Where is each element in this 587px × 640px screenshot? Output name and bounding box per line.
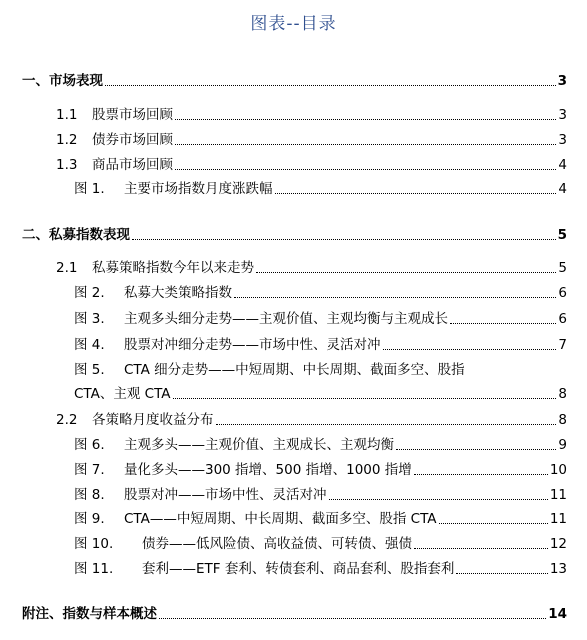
dot-leader (175, 169, 556, 170)
toc-figure-6[interactable] (74, 437, 567, 453)
toc-label: 一、市场表现 (22, 73, 103, 89)
figure-number: 图 1. (74, 181, 105, 197)
toc-figure-11[interactable] (74, 561, 567, 577)
toc-page: 13 (549, 561, 567, 577)
dot-leader (216, 424, 557, 425)
toc-label: 主观多头细分走势——主观价值、主观均衡与主观成长 (124, 311, 448, 327)
toc-label: 主观多头——主观价值、主观成长、主观均衡 (124, 437, 394, 453)
toc-figure-3[interactable] (74, 311, 567, 327)
dot-leader (173, 398, 557, 399)
toc-page: 7 (558, 337, 567, 353)
toc-label: 附注、指数与样本概述 (22, 606, 157, 622)
toc-label: 债券市场回顾 (92, 132, 173, 148)
toc-figure-10[interactable] (74, 536, 567, 552)
toc-figure-8[interactable] (74, 487, 567, 503)
toc-sub-2-2[interactable] (56, 412, 567, 428)
dot-leader (396, 449, 556, 450)
figure-number: 图 3. (74, 311, 105, 327)
page-title: 图表--目录 (250, 14, 337, 34)
toc-sub-1-1[interactable] (56, 107, 567, 123)
dot-leader (256, 272, 556, 273)
figure-number: 图 9. (74, 511, 105, 527)
toc-page: 3 (557, 73, 567, 89)
dot-leader (275, 193, 557, 194)
toc-label: 主要市场指数月度涨跌幅 (124, 181, 273, 197)
toc-label: CTA 细分走势——中短周期、中长周期、截面多空、股指 (124, 362, 465, 378)
toc-page: 4 (558, 157, 567, 173)
toc-label: 各策略月度收益分布 (92, 412, 214, 428)
dot-leader (132, 239, 556, 240)
toc-figure-5-line2[interactable] (74, 386, 567, 402)
dot-leader (175, 119, 556, 120)
dot-leader (414, 474, 548, 475)
toc-page: 3 (558, 132, 567, 148)
dot-leader (439, 523, 548, 524)
toc-label: CTA、主观 CTA (74, 386, 171, 402)
toc-section-1[interactable] (22, 73, 567, 89)
toc-figure-7[interactable] (74, 462, 567, 478)
figure-number: 图 11. (74, 561, 114, 577)
toc-label: 私募大类策略指数 (124, 285, 232, 301)
dot-leader (414, 548, 548, 549)
toc-label: 股票市场回顾 (92, 107, 173, 123)
dot-leader (456, 573, 547, 574)
toc-page: 12 (549, 536, 567, 552)
dot-leader (329, 499, 548, 500)
dot-leader (159, 618, 546, 619)
toc-number: 1.3 (56, 157, 78, 173)
toc-label: 二、私募指数表现 (22, 227, 130, 243)
toc-page: 9 (558, 437, 567, 453)
toc-page: 10 (549, 462, 567, 478)
figure-number: 图 4. (74, 337, 105, 353)
toc-number: 1.2 (56, 132, 78, 148)
figure-number: 图 10. (74, 536, 114, 552)
toc-page: 5 (557, 227, 567, 243)
toc-figure-1[interactable] (74, 181, 567, 197)
toc-sub-1-3[interactable] (56, 157, 567, 173)
figure-number: 图 7. (74, 462, 105, 478)
figure-number: 图 6. (74, 437, 105, 453)
toc-figure-5-line1[interactable] (74, 362, 465, 378)
dot-leader (105, 85, 556, 86)
toc-page: 11 (549, 511, 567, 527)
toc-page: 14 (548, 606, 567, 622)
toc-section-2[interactable] (22, 227, 567, 243)
toc-label: 量化多头——300 指增、500 指增、1000 指增 (124, 462, 412, 478)
dot-leader (175, 144, 556, 145)
dot-leader (234, 297, 556, 298)
figure-number: 图 2. (74, 285, 105, 301)
toc-page: 8 (558, 412, 567, 428)
toc-label: 债券——低风险债、高收益债、可转债、强债 (142, 536, 412, 552)
toc-label: 股票对冲——市场中性、灵活对冲 (124, 487, 327, 503)
figure-number: 图 5. (74, 362, 105, 378)
toc-page: 5 (558, 260, 567, 276)
toc-number: 2.2 (56, 412, 78, 428)
toc-figure-2[interactable] (74, 285, 567, 301)
toc-label: 商品市场回顾 (92, 157, 173, 173)
dot-leader (383, 349, 557, 350)
toc-sub-1-2[interactable] (56, 132, 567, 148)
toc-figure-4[interactable] (74, 337, 567, 353)
toc-label: 股票对冲细分走势——市场中性、灵活对冲 (124, 337, 381, 353)
toc-number: 1.1 (56, 107, 78, 123)
toc-page: 4 (558, 181, 567, 197)
figure-number: 图 8. (74, 487, 105, 503)
toc-label: 私募策略指数今年以来走势 (92, 260, 254, 276)
toc-appendix[interactable] (22, 606, 567, 622)
dot-leader (450, 323, 556, 324)
toc-sub-2-1[interactable] (56, 260, 567, 276)
toc-number: 2.1 (56, 260, 78, 276)
toc-page: 6 (558, 285, 567, 301)
toc-page: 8 (558, 386, 567, 402)
toc-page: 3 (558, 107, 567, 123)
toc-label: 套利——ETF 套利、转债套利、商品套利、股指套利 (142, 561, 455, 577)
toc-label: CTA——中短周期、中长周期、截面多空、股指 CTA (124, 511, 437, 527)
toc-page: 6 (558, 311, 567, 327)
toc-page: 11 (549, 487, 567, 503)
toc-figure-9[interactable] (74, 511, 567, 527)
